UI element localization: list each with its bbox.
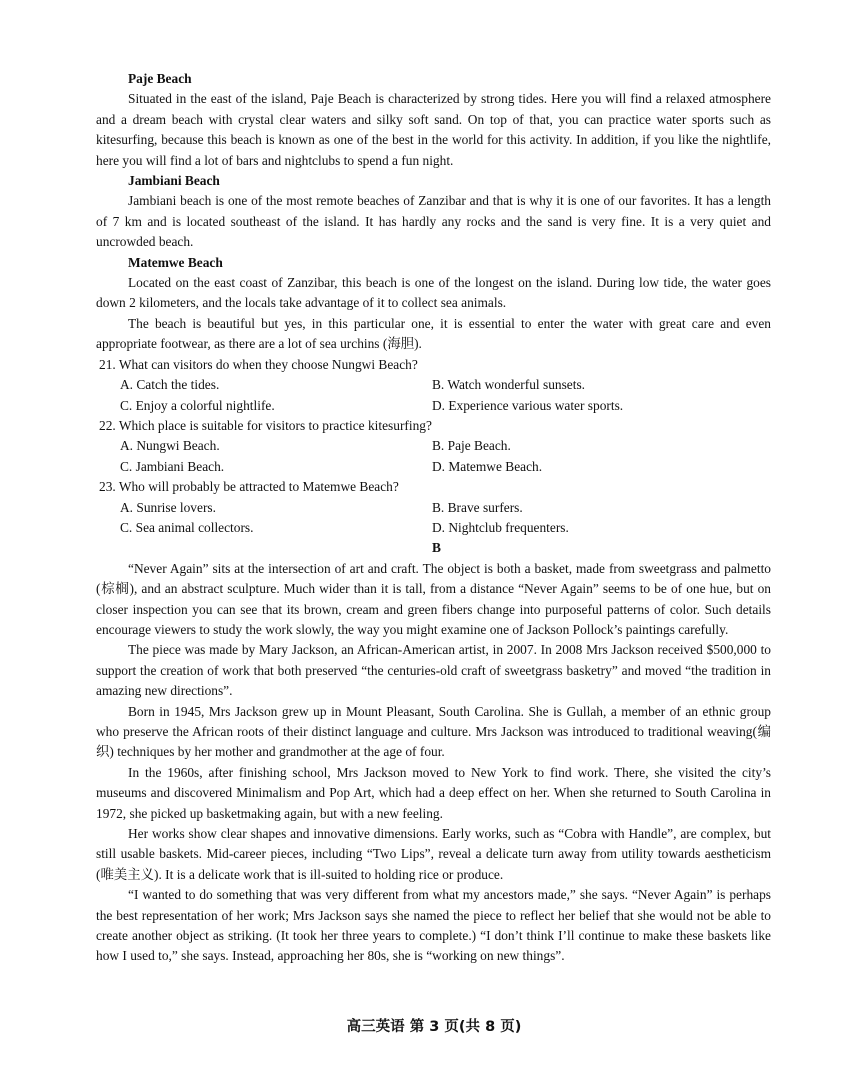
option-d[interactable]: D. Nightclub frequenters.: [432, 519, 569, 535]
option-a[interactable]: A. Nungwi Beach.: [120, 438, 220, 454]
jambiani-beach-heading: Jambiani Beach: [128, 173, 220, 189]
option-a[interactable]: A. Sunrise lovers.: [120, 499, 216, 515]
matemwe-beach-paragraph-2: The beach is beautiful but yes, in this particular one, it is essential to enter the water with great care and even appropriate footwear, as there are a lot of sea urchins (海胆).: [96, 315, 771, 352]
option-c[interactable]: C. Sea animal collectors.: [120, 519, 254, 535]
option-d[interactable]: D. Experience various water sports.: [432, 397, 624, 413]
content-block: [96, 69, 771, 967]
option-b[interactable]: B. Paje Beach.: [432, 438, 511, 454]
passage-b-paragraph-2: The piece was made by Mary Jackson, an African-American artist, in 2007. In 2008 Mrs Jackson received $500,000 to support the creation of work that both preserved “the centuries-old craft of sweetgrass basketry” and moved “the tradition in amazing new directions”.: [96, 642, 771, 699]
matemwe-beach-heading: Matemwe Beach: [128, 254, 223, 270]
question-21: [96, 355, 771, 416]
paje-beach-heading: Paje Beach: [128, 71, 192, 86]
jambiani-beach-paragraph: Jambiani beach is one of the most remote beaches of Zanzibar and that is why it is one of our favorites. It has a length of 7 km and is located southeast of the island. It has hardly any rocks and the sand is very fine. It is a very quiet and uncrowded beach.: [96, 193, 771, 250]
question-stem: 23. Who will probably be attracted to Matemwe Beach?: [99, 479, 399, 495]
option-c[interactable]: C. Enjoy a colorful nightlife.: [120, 397, 275, 413]
answer-options: [96, 498, 771, 539]
question-22: [96, 416, 771, 477]
passage-b-paragraph-4: In the 1960s, after finishing school, Mrs Jackson moved to New York to find work. There, she visited the city’s museums and discovered Minimalism and Pop Art, which had a deep effect on her. When she returned to South Carolina in 1972, she picked up basketmaking again, but with a new feeling.: [96, 764, 771, 821]
question-stem: 21. What can visitors do when they choose Nungwi Beach?: [99, 356, 418, 372]
passage-b-paragraph-3: Born in 1945, Mrs Jackson grew up in Mount Pleasant, South Carolina. She is Gullah, a member of an ethnic group who preserve the African roots of their distinct language and culture. Mrs Jackson was introduced to traditional weaving(编织) techniques by her mother and grandmother at the age of four.: [96, 703, 771, 760]
question-stem: 22. Which place is suitable for visitors to practice kitesurfing?: [99, 417, 432, 433]
option-c[interactable]: C. Jambiani Beach.: [120, 458, 225, 474]
option-b[interactable]: B. Brave surfers.: [432, 499, 523, 515]
option-d[interactable]: D. Matemwe Beach.: [432, 458, 543, 474]
answer-options: [96, 375, 771, 416]
option-b[interactable]: B. Watch wonderful sunsets.: [432, 377, 586, 393]
passage-b-paragraph-5: Her works show clear shapes and innovative dimensions. Early works, such as “Cobra with Handle”, are complex, but still usable baskets. Mid-career pieces, including “Two Lips”, reveal a delicate turn away from utility towards aestheticism (唯美主义). It is a delicate work that is ill-suited to holding rice or produce.: [96, 826, 771, 882]
question-23: [96, 477, 771, 538]
section-b-heading: B: [432, 540, 441, 556]
passage-b-paragraph-1: “Never Again” sits at the intersection of art and craft. The object is both a basket, made from sweetgrass and palmetto (棕榈), and an abstract sculpture. Much wider than it is tall, from a distance “Never Again” seems to be of one hue, but on closer inspection you can see that its brown, cream and green fibers change into purposeful patterns of color. Such details encourage viewers to study the work slowly, the way you might examine one of Jackson Pollock’s paintings carefully.: [96, 560, 771, 637]
matemwe-beach-paragraph-1: Located on the east coast of Zanzibar, this beach is one of the longest on the island. During low tide, the water goes down 2 kilometers, and the locals take advantage of it to collect sea animals.: [96, 275, 771, 311]
answer-options: [96, 436, 771, 477]
paje-beach-paragraph: Situated in the east of the island, Paje Beach is characterized by strong tides. Here you will find a relaxed atmosphere and a dream beach with crystal clear waters and silky soft sand. On top of that, you can practice water sports such as kitesurfing, because this beach is known as one of the best in the world for this activity. In addition, if you like the nightlife, here you will find a lot of bars and nightclubs to spend a fun night.: [96, 91, 771, 168]
option-a[interactable]: A. Catch the tides.: [120, 377, 220, 393]
passage-b-paragraph-6: “I wanted to do something that was very different from what my ancestors made,” she says. “Never Again” is perhaps the best representation of her work; Mrs Jackson says she named the piece to reflect her belief that she would not be able to create another object as striking. (It took her three years to complete.) “I don’t think I’ll continue to make these baskets like how I used to,” she says. Instead, approaching her 80s, she is “working on new things”.: [96, 887, 771, 964]
page-footer: 高三英语 第 3 页(共 8 页): [346, 1019, 522, 1035]
